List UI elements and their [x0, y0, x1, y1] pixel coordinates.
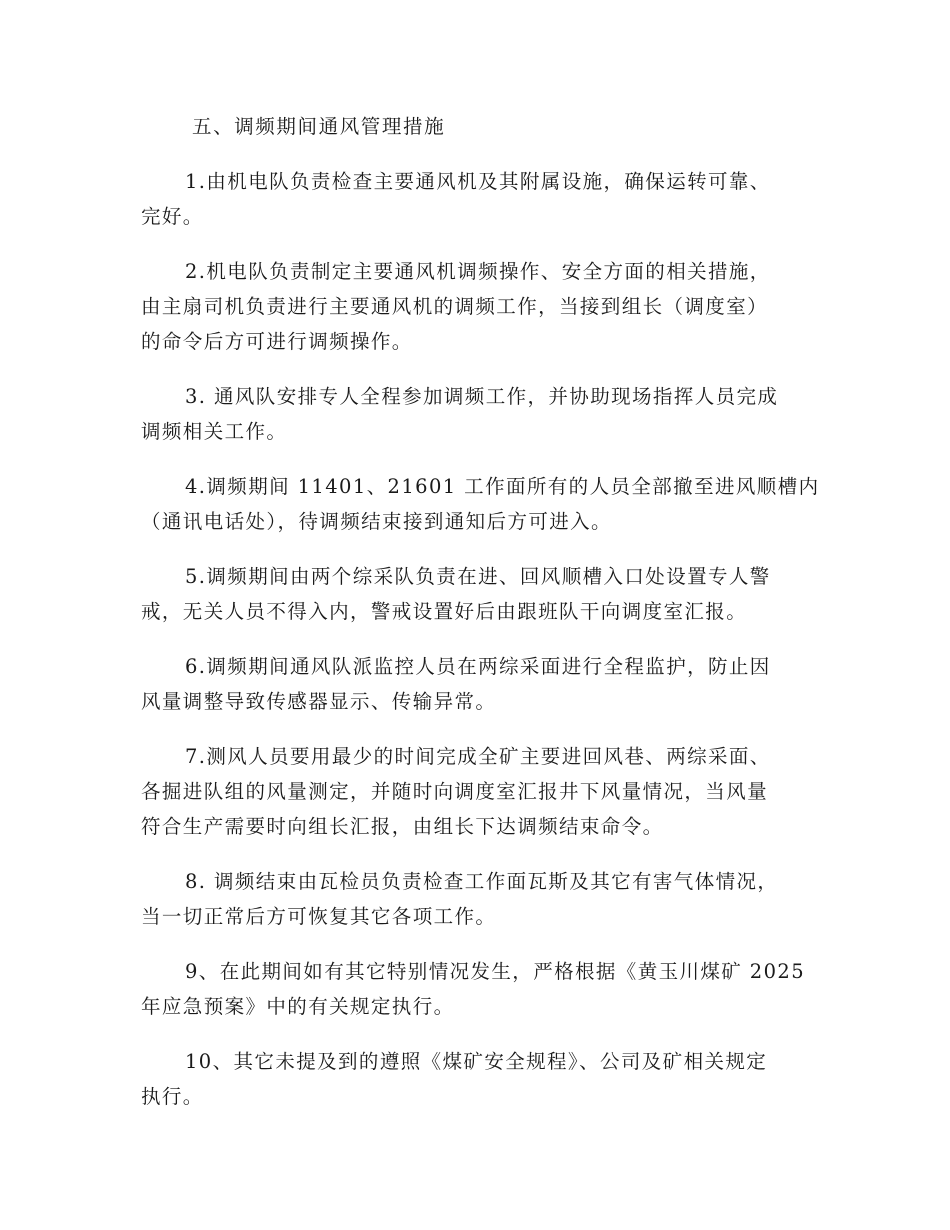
item-10-line-1: 10、其它未提及到的遵照《煤矿安全规程》、公司及矿相关规定 [185, 1050, 768, 1073]
item-7-line-1: 7.测风人员要用最少的时间完成全矿主要进回风巷、两综采面、 [185, 745, 771, 768]
item-7-line-3: 符合生产需要时向组长汇报，由组长下达调频结束命令。 [141, 815, 664, 838]
item-4-line-1: 4.调频期间 11401、21601 工作面所有的人员全部撤至进风顺槽内 [185, 475, 820, 498]
item-4-line-2: （通讯电话处），待调频结束接到通知后方可进入。 [141, 510, 612, 533]
item-9-line-2: 年应急预案》中的有关规定执行。 [141, 995, 455, 1018]
item-8-line-2: 当一切正常后方可恢复其它各项工作。 [141, 905, 497, 928]
item-2-line-1: 2.机电队负责制定主要通风机调频操作、安全方面的相关措施， [185, 260, 771, 283]
item-1-line-2: 完好。 [141, 205, 204, 228]
item-8-line-1: 8. 调频结束由瓦检员负责检查工作面瓦斯及其它有害气体情况， [185, 870, 779, 893]
item-5-line-1: 5.调频期间由两个综采队负责在进、回风顺槽入口处设置专人警 [185, 565, 771, 588]
item-7-line-2: 各掘进队组的风量测定，并随时向调度室汇报井下风量情况，当风量 [141, 780, 769, 803]
item-5-line-2: 戒，无关人员不得入内，警戒设置好后由跟班队干向调度室汇报。 [141, 600, 748, 623]
item-9-line-1: 9、在此期间如有其它特别情况发生，严格根据《黄玉川煤矿 2025 [185, 960, 806, 983]
item-2-line-2: 由主扇司机负责进行主要通风机的调频工作，当接到组长（调度室） [141, 295, 769, 318]
item-2-line-3: 的命令后方可进行调频操作。 [141, 330, 413, 353]
item-6-line-2: 风量调整导致传感器显示、传输异常。 [141, 690, 497, 713]
item-1-line-1: 1.由机电队负责检查主要通风机及其附属设施，确保运转可靠、 [185, 170, 771, 193]
item-6-line-1: 6.调频期间通风队派监控人员在两综采面进行全程监护，防止因 [185, 655, 771, 678]
item-10-line-2: 执行。 [141, 1085, 204, 1108]
section-heading: 五、调频期间通风管理措施 [192, 115, 446, 138]
item-3-line-2: 调频相关工作。 [141, 420, 288, 443]
item-3-line-1: 3. 通风队安排专人全程参加调频工作，并协助现场指挥人员完成 [185, 385, 779, 408]
